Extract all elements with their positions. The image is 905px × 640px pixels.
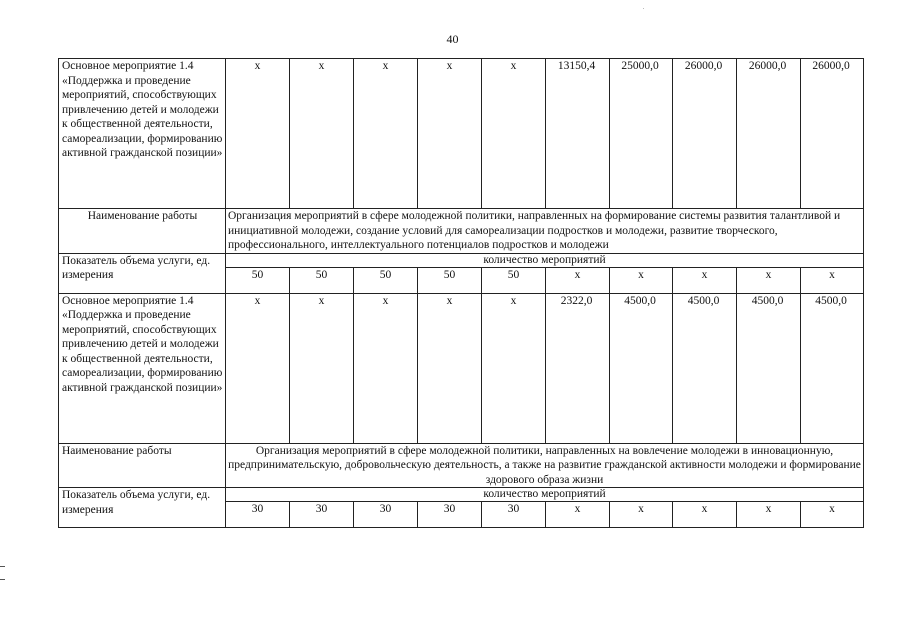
activity-value: 25000,0 (610, 59, 673, 209)
indicator-value: x (737, 502, 801, 528)
indicator-value: 30 (290, 502, 354, 528)
scan-edge-mark (0, 566, 5, 567)
activity-row-2 (59, 293, 864, 443)
activity-value: 26000,0 (673, 59, 737, 209)
indicator-value: 50 (290, 267, 354, 293)
indicator-value: 30 (226, 502, 290, 528)
indicator-unit-row-1 (59, 253, 864, 267)
activity-value: x (482, 293, 546, 443)
indicator-value: x (610, 502, 673, 528)
work-label: Наименование работы (59, 443, 226, 488)
indicator-label: Показатель объема услуги, ед. измерения (59, 253, 226, 293)
indicator-value: x (673, 267, 737, 293)
activity-value: x (418, 59, 482, 209)
indicator-value: x (546, 502, 610, 528)
scan-edge-mark (0, 579, 5, 580)
activity-value: x (418, 293, 482, 443)
work-row-1 (59, 209, 864, 254)
activity-value: 13150,4 (546, 59, 610, 209)
activity-value: 26000,0 (801, 59, 864, 209)
activity-value: 2322,0 (546, 293, 610, 443)
indicator-value: 30 (354, 502, 418, 528)
indicator-unit: количество мероприятий (226, 253, 864, 267)
indicator-value: 50 (226, 267, 290, 293)
activity-row-1 (59, 59, 864, 209)
activity-name: Основное мероприятие 1.4 «Поддержка и проведение мероприятий, способствующих привлечению детей и молодежи к общественной деятельности, самореализации, формированию активной гражданской позиции» (59, 59, 226, 209)
indicator-value: x (801, 502, 864, 528)
indicator-value: x (546, 267, 610, 293)
activity-value: 4500,0 (610, 293, 673, 443)
program-table (58, 58, 864, 528)
activity-value: x (354, 59, 418, 209)
indicator-value: x (610, 267, 673, 293)
work-description: Организация мероприятий в сфере молодежной политики, направленных на вовлечение молодежи в инновационную, предпринимательскую, добровольческую деятельность, а также на развитие гражданской активности молодежи и формирование здорового образа жизни (226, 443, 864, 488)
activity-value: 4500,0 (737, 293, 801, 443)
indicator-label: Показатель объема услуги, ед. измерения (59, 488, 226, 528)
indicator-value: 50 (354, 267, 418, 293)
indicator-value: 50 (418, 267, 482, 293)
page-number: 40 (446, 32, 459, 46)
activity-value: x (226, 59, 290, 209)
indicator-value: 30 (482, 502, 546, 528)
activity-value: x (290, 293, 354, 443)
activity-value: x (354, 293, 418, 443)
indicator-value: x (801, 267, 864, 293)
work-description: Организация мероприятий в сфере молодежной политики, направленных на формирование системы развития талантливой и инициативной молодежи, создание условий для самореализации подростков и молодежи, развитие творческого, профессионального, интеллектуального потенциалов подростков и молодежи (226, 209, 864, 254)
work-label: Наименование работы (59, 209, 226, 254)
work-row-2 (59, 443, 864, 488)
activity-value: 4500,0 (673, 293, 737, 443)
activity-value: x (290, 59, 354, 209)
activity-name: Основное мероприятие 1.4 «Поддержка и проведение мероприятий, способствующих привлечению детей и молодежи к общественной деятельности, самореализации, формированию активной гражданской позиции» (59, 293, 226, 443)
indicator-unit: количество мероприятий (226, 488, 864, 502)
indicator-value: 30 (418, 502, 482, 528)
indicator-unit-row-2 (59, 488, 864, 502)
activity-value: 4500,0 (801, 293, 864, 443)
indicator-value: x (737, 267, 801, 293)
indicator-value: x (673, 502, 737, 528)
activity-value: x (482, 59, 546, 209)
activity-value: 26000,0 (737, 59, 801, 209)
scan-dot (643, 8, 644, 9)
activity-value: x (226, 293, 290, 443)
indicator-value: 50 (482, 267, 546, 293)
